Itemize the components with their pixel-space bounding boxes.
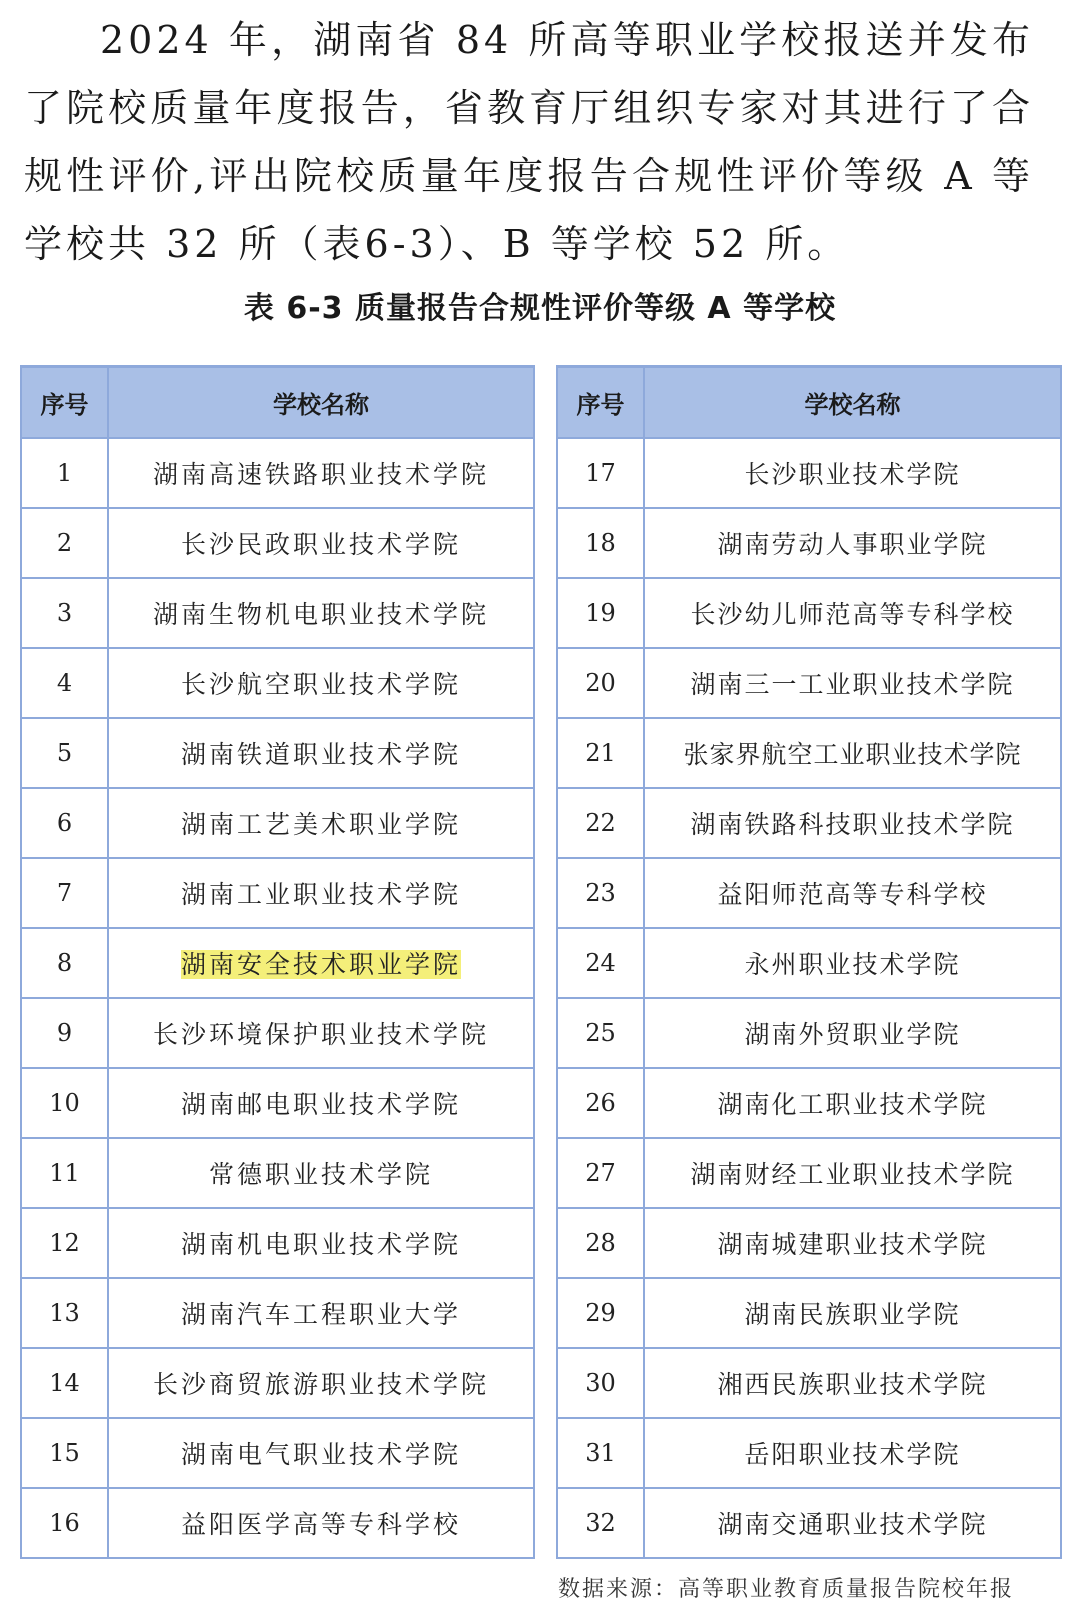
- row-seq: 10: [21, 1068, 108, 1138]
- table-row: [21, 1138, 534, 1208]
- table-row: [557, 1208, 1061, 1278]
- table-row: [557, 1278, 1061, 1348]
- row-seq: 3: [21, 578, 108, 648]
- row-school-name: 湖南工业职业技术学院: [108, 858, 534, 928]
- row-seq: 11: [21, 1138, 108, 1208]
- row-school-name: 长沙商贸旅游职业技术学院: [108, 1348, 534, 1418]
- row-seq: 26: [557, 1068, 644, 1138]
- table-row: [557, 438, 1061, 508]
- row-school-name: 长沙环境保护职业技术学院: [108, 998, 534, 1068]
- table-caption: 表 6-3 质量报告合规性评价等级 A 等学校: [243, 291, 837, 326]
- row-school-name: 湖南劳动人事职业学院: [644, 508, 1061, 578]
- table-row: [557, 1488, 1061, 1558]
- table-header-row: [557, 367, 1061, 439]
- table-row: [557, 1138, 1061, 1208]
- row-seq: 20: [557, 648, 644, 718]
- table-row: [21, 1488, 534, 1558]
- header-school-name: 学校名称: [644, 367, 1061, 439]
- row-school-name: 岳阳职业技术学院: [644, 1418, 1061, 1488]
- row-school-name: 长沙航空职业技术学院: [108, 648, 534, 718]
- row-seq: 12: [21, 1208, 108, 1278]
- table-row: [21, 858, 534, 928]
- row-school-name: 湖南民族职业学院: [644, 1278, 1061, 1348]
- row-school-name: 长沙职业技术学院: [644, 438, 1061, 508]
- table-row: [21, 718, 534, 788]
- table-row: [21, 578, 534, 648]
- row-school-name: 湖南工艺美术职业学院: [108, 788, 534, 858]
- row-seq: 16: [21, 1488, 108, 1558]
- table-row: [557, 1418, 1061, 1488]
- table-row: [557, 788, 1061, 858]
- table-row: [557, 928, 1061, 998]
- table-row: [21, 998, 534, 1068]
- header-school-name: 学校名称: [108, 367, 534, 439]
- row-school-name: 湖南财经工业职业技术学院: [644, 1138, 1061, 1208]
- row-seq: 25: [557, 998, 644, 1068]
- row-seq: 4: [21, 648, 108, 718]
- row-seq: 15: [21, 1418, 108, 1488]
- row-seq: 21: [557, 718, 644, 788]
- row-school-name: 常德职业技术学院: [108, 1138, 534, 1208]
- row-seq: 30: [557, 1348, 644, 1418]
- row-seq: 14: [21, 1348, 108, 1418]
- table-row: [21, 928, 534, 998]
- row-school-name: 长沙民政职业技术学院: [108, 508, 534, 578]
- schools-table-right: [556, 365, 1062, 1559]
- table-row: [21, 1348, 534, 1418]
- row-school-name: 益阳师范高等专科学校: [644, 858, 1061, 928]
- table-row: [21, 1068, 534, 1138]
- row-school-name: 张家界航空工业职业技术学院: [644, 718, 1061, 788]
- row-seq: 9: [21, 998, 108, 1068]
- row-school-name: 湖南电气职业技术学院: [108, 1418, 534, 1488]
- table-row: [21, 788, 534, 858]
- table-row: [557, 648, 1061, 718]
- table-row: [21, 438, 534, 508]
- row-seq: 8: [21, 928, 108, 998]
- row-seq: 31: [557, 1418, 644, 1488]
- row-seq: 7: [21, 858, 108, 928]
- row-school-name: 湖南交通职业技术学院: [644, 1488, 1061, 1558]
- header-seq: 序号: [21, 367, 108, 439]
- row-school-name: 湖南铁道职业技术学院: [108, 718, 534, 788]
- table-row: [21, 648, 534, 718]
- row-school-name: 湖南汽车工程职业大学: [108, 1278, 534, 1348]
- row-seq: 24: [557, 928, 644, 998]
- row-seq: 19: [557, 578, 644, 648]
- row-seq: 23: [557, 858, 644, 928]
- table-row: [557, 1068, 1061, 1138]
- row-seq: 2: [21, 508, 108, 578]
- row-school-name: 湖南化工职业技术学院: [644, 1068, 1061, 1138]
- table-row: [21, 1278, 534, 1348]
- row-seq: 27: [557, 1138, 644, 1208]
- row-seq: 6: [21, 788, 108, 858]
- row-school-name: 湖南三一工业职业技术学院: [644, 648, 1061, 718]
- row-school-name: 湖南铁路科技职业技术学院: [644, 788, 1061, 858]
- table-row: [557, 718, 1061, 788]
- table-row: [557, 858, 1061, 928]
- row-school-name: 湖南邮电职业技术学院: [108, 1068, 534, 1138]
- row-seq: 32: [557, 1488, 644, 1558]
- row-seq: 22: [557, 788, 644, 858]
- row-seq: 18: [557, 508, 644, 578]
- row-school-name: 湖南城建职业技术学院: [644, 1208, 1061, 1278]
- table-row: [557, 578, 1061, 648]
- table-row: [557, 1348, 1061, 1418]
- row-school-name: 益阳医学高等专科学校: [108, 1488, 534, 1558]
- header-seq: 序号: [557, 367, 644, 439]
- row-seq: 28: [557, 1208, 644, 1278]
- table-row: [21, 1208, 534, 1278]
- row-school-name: 湖南高速铁路职业技术学院: [108, 438, 534, 508]
- data-source-note: 数据来源：高等职业教育质量报告院校年报: [557, 1577, 1014, 1602]
- table-row: [557, 508, 1061, 578]
- row-seq: 17: [557, 438, 644, 508]
- table-header-row: [21, 367, 534, 439]
- table-row: [21, 1418, 534, 1488]
- row-seq: 5: [21, 718, 108, 788]
- schools-table-left: [20, 365, 535, 1559]
- row-seq: 13: [21, 1278, 108, 1348]
- row-school-name: 长沙幼儿师范高等专科学校: [644, 578, 1061, 648]
- table-row: [557, 998, 1061, 1068]
- row-school-name: 湖南生物机电职业技术学院: [108, 578, 534, 648]
- row-seq: 1: [21, 438, 108, 508]
- row-school-name: 湖南机电职业技术学院: [108, 1208, 534, 1278]
- row-school-name-highlighted: [108, 928, 534, 998]
- table-row: [21, 508, 534, 578]
- row-school-name: 永州职业技术学院: [644, 928, 1061, 998]
- highlighted-school-name: 湖南安全技术职业学院: [180, 950, 461, 979]
- intro-paragraph: 2024 年，湖南省 84 所高等职业学校报送并发布了院校质量年度报告，省教育厅组织专家对其进行了合规性评价,评出院校质量年度报告合规性评价等级 A 等学校共 32 所（表6-3）、B 等学校 52 所。: [24, 18, 1034, 266]
- row-school-name: 湘西民族职业技术学院: [644, 1348, 1061, 1418]
- row-school-name: 湖南外贸职业学院: [644, 998, 1061, 1068]
- row-seq: 29: [557, 1278, 644, 1348]
